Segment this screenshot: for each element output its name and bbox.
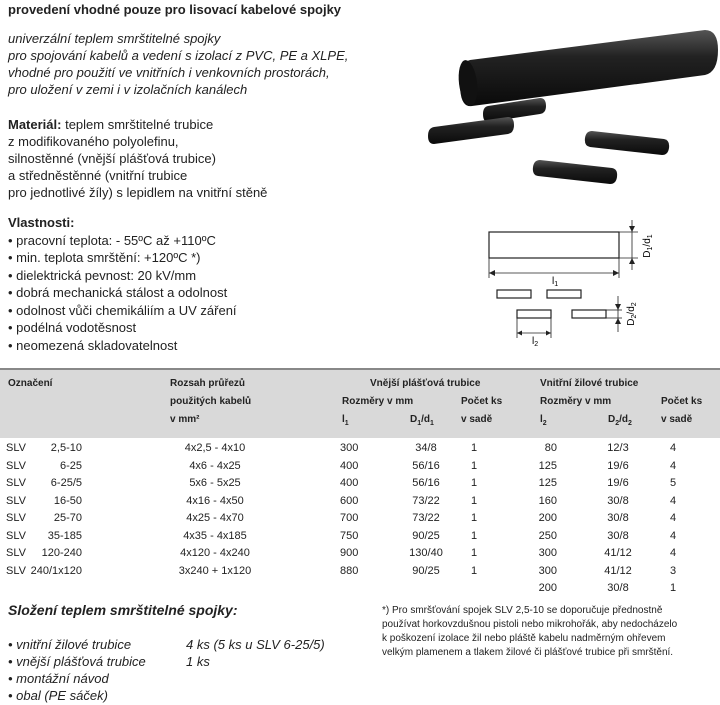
table-cell-size: 2,5-10 [50, 442, 82, 454]
table-row [0, 477, 720, 494]
table-cell-size: 120-240 [41, 547, 82, 559]
table-cell-range: 4x6 - 4x25 [189, 459, 241, 472]
intro-line: univerzální teplem smrštitelné spojky [8, 31, 221, 46]
table-cell-l2: 125 [538, 459, 557, 472]
col-group-inner: Vnitřní žilové trubice [540, 378, 639, 389]
property-item: • dobrá mechanická stálost a odolnost [8, 285, 228, 300]
table-cell-size: 6-25 [59, 459, 82, 472]
table-cell-range: 4x35 - 4x185 [183, 529, 247, 542]
inner-len-label: $l_2$ [532, 336, 539, 348]
table-cell-d1: 73/22 [412, 512, 440, 524]
table-cell-type: SLV [6, 494, 26, 507]
footnote-line: k poškození izolace žil nebo pláště kabelu nadměrným ohřevem [382, 633, 666, 644]
inner-dim-label: $D_2/d_2$ [626, 302, 638, 326]
table-cell-n2: 4 [670, 512, 677, 524]
col-header-outer-rozmery: Rozměry v mm [342, 396, 414, 407]
table-row [0, 565, 720, 582]
outer-len-label: $l_1$ [552, 276, 559, 288]
small-tube [585, 131, 669, 155]
table-cell-l2: 200 [538, 512, 557, 524]
page-title: provedení vhodné pouze pro lisovací kabelové spojky [8, 2, 342, 17]
property-item: • dielektrická pevnost: 20 kV/mm [8, 267, 197, 283]
material-line: pro jednotlivé žíly) s lepidlem na vnitřní stěně [8, 185, 268, 200]
table-cell-d2: 19/6 [607, 477, 629, 489]
inner-tube-shape [572, 310, 606, 318]
table-cell-type: SLV [6, 477, 26, 489]
footnote-line: *) Pro smršťování spojek SLV 2,5-10 se doporučuje přednostně [382, 605, 663, 616]
material-line: silnostěnné (vnější plášťová trubice) [8, 151, 216, 166]
table-cell-d1: 56/16 [412, 459, 440, 472]
list-item: • montážní návod [8, 671, 109, 686]
table-cell-size: 6-25/5 [50, 477, 82, 489]
inner-tube-shape [497, 290, 531, 298]
table-cell-l1: 900 [340, 547, 359, 559]
table-cell-n1: 1 [471, 459, 478, 472]
table-cell-d2: 12/3 [607, 442, 629, 454]
col-header-d2: $D_2/d_2$ [608, 414, 632, 427]
table-cell-type: SLV [6, 459, 26, 472]
table-cell-range: 4x120 - 4x240 [180, 547, 250, 559]
table-cell-d1: 130/40 [409, 547, 443, 559]
intro-line: vhodné pro použití ve vnitřních i venkovních prostorách, [8, 65, 330, 80]
table-cell-type: SLV [6, 564, 26, 577]
table-cell-n1: 1 [471, 529, 478, 542]
large-tube [456, 30, 718, 107]
table-row [0, 582, 720, 599]
table-cell-size: 25-70 [53, 512, 82, 524]
property-item: • odolnost vůči chemikáliím a UV záření [8, 302, 237, 318]
footnote-line: používat horkovzdušnou pistoli nebo mikrohořák, aby nedocházelo [382, 619, 678, 630]
list-item: • vnitřní žilové trubice 4 ks (5 ks u SLV 6-25/5) [8, 637, 325, 652]
table-cell-size: 240/1x120 [30, 564, 82, 577]
table-cell-n2: 4 [670, 494, 677, 507]
table-cell-d1: 56/16 [412, 477, 440, 489]
outer-tube-shape [489, 232, 619, 258]
property-item: • min. teplota smrštění: +120ºC *) [8, 250, 201, 265]
tubes-photo [420, 20, 720, 190]
table-cell-n1: 1 [471, 477, 478, 489]
footnote [382, 604, 712, 660]
table-cell-l1: 400 [340, 459, 359, 472]
intro-line: pro spojování kabelů a vedení s izolací z PVC, PE a XLPE, [8, 48, 349, 63]
table-row [0, 512, 720, 529]
table-cell-d2: 30/8 [607, 494, 629, 507]
property-item: • pracovní teplota: - 55ºC až +110ºC [8, 232, 216, 248]
table-cell-l2: 250 [538, 529, 557, 542]
col-group-outer: Vnější plášťová trubice [370, 378, 481, 389]
composition-title: Složení teplem smrštitelné spojky: [8, 602, 238, 618]
table-cell-range: 4x25 - 4x70 [186, 512, 244, 524]
inner-tube-shape [547, 290, 581, 298]
list-item: • vnější plášťová trubice 1 ks [8, 654, 210, 669]
table-cell-d1: 34/8 [415, 442, 437, 454]
table-cell-n2: 5 [670, 477, 677, 489]
material-first-line: teplem smrštitelné trubice [61, 117, 214, 132]
table-cell-l1: 400 [340, 477, 359, 489]
col-header-oznaceni: Označení [8, 378, 53, 389]
table-cell-size: 16-50 [53, 494, 82, 507]
col-header-outer-pocet: Počet ks [461, 396, 503, 407]
small-tube [533, 160, 617, 184]
col-header-rozsah: v mm² [170, 414, 200, 425]
table-row [0, 547, 720, 564]
table-row [0, 442, 720, 459]
dimension-diagram [480, 210, 680, 350]
col-header-d1: $D_1/d_1$ [410, 414, 434, 427]
table-cell-n1: 1 [471, 512, 478, 524]
table-cell-n1: 1 [471, 564, 478, 577]
table-cell-l2: 300 [538, 564, 557, 577]
table-cell-d2: 30/8 [607, 512, 629, 524]
table-cell-n2: 4 [670, 529, 677, 542]
table-cell-d2: 41/12 [604, 547, 632, 559]
col-header-outer-pocet: v sadě [461, 414, 493, 425]
properties-section [8, 214, 237, 354]
table-row [0, 495, 720, 512]
material-line: a středněstěnné (vnitřní trubice [8, 168, 188, 183]
table-cell-type: SLV [6, 547, 26, 559]
table-cell-n2: 4 [670, 459, 677, 472]
material-label: Materiál: [8, 117, 62, 132]
table-cell-d1: 73/22 [412, 494, 440, 507]
small-tube [428, 117, 514, 144]
properties-label: Vlastnosti: [8, 215, 75, 230]
table-cell-n2: 3 [670, 564, 677, 577]
table-cell-type: SLV [6, 442, 26, 454]
col-header-inner-rozmery: Rozměry v mm [540, 396, 612, 407]
table-cell-d2: 30/8 [607, 582, 629, 594]
col-header-l2: $l_2$ [540, 414, 547, 427]
table-cell-l1: 750 [340, 529, 359, 542]
inner-tube-shape [517, 310, 551, 318]
table-cell-n2: 4 [670, 547, 677, 559]
table-cell-l2: 200 [538, 582, 557, 594]
col-header-rozsah: Rozsah průřezů [170, 378, 246, 389]
col-header-inner-pocet: Počet ks [661, 396, 703, 407]
composition-list [8, 636, 325, 704]
table-cell-type: SLV [6, 529, 26, 542]
list-item: • obal (PE sáček) [8, 688, 108, 703]
table-cell-l1: 300 [340, 442, 359, 454]
table-cell-n2: 4 [670, 442, 677, 454]
table-cell-l1: 880 [340, 564, 359, 577]
table-cell-n1: 1 [471, 442, 478, 454]
footnote-line: velkým plamenem a tlakem žilové či plášťové trubice při smrštění. [382, 647, 674, 658]
col-header-l1: $l_1$ [342, 414, 349, 427]
table-cell-d2: 41/12 [604, 564, 632, 577]
table-cell-range: 3x240 + 1x120 [178, 564, 252, 577]
material-section [8, 116, 267, 201]
table-cell-d2: 30/8 [607, 529, 629, 542]
table-cell-d1: 90/25 [412, 564, 440, 577]
table-cell-d2: 19/6 [607, 459, 629, 472]
table-row [0, 530, 720, 547]
table-cell-type: SLV [6, 512, 26, 524]
table-cell-n1: 1 [471, 494, 478, 507]
table-cell-range: 5x6 - 5x25 [189, 477, 241, 489]
col-header-inner-pocet: v sadě [661, 414, 693, 425]
table-cell-l2: 125 [538, 477, 557, 489]
table-cell-range: 4x16 - 4x50 [186, 494, 244, 507]
table-cell-l1: 700 [340, 512, 359, 524]
table-cell-l2: 80 [544, 442, 557, 454]
intro-text [8, 30, 348, 98]
table-cell-range: 4x2,5 - 4x10 [184, 442, 246, 454]
table-cell-l2: 160 [538, 494, 557, 507]
material-line: z modifikovaného polyolefinu, [8, 134, 179, 149]
col-header-rozsah: použitých kabelů [170, 396, 252, 407]
outer-dim-label: $D_1/d_1$ [642, 234, 654, 258]
table-cell-l2: 300 [538, 547, 557, 559]
property-item: • podélná vodotěsnost [8, 320, 137, 335]
table-row [0, 460, 720, 477]
table-cell-size: 35-185 [47, 529, 82, 542]
intro-line: pro uložení v zemi i v izolačních kanálech [8, 82, 248, 97]
table-cell-n2: 1 [670, 582, 677, 594]
property-item: • neomezená skladovatelnost [8, 337, 178, 353]
table-cell-n1: 1 [471, 547, 478, 559]
table-cell-l1: 600 [340, 494, 359, 507]
table-cell-d1: 90/25 [412, 529, 440, 542]
